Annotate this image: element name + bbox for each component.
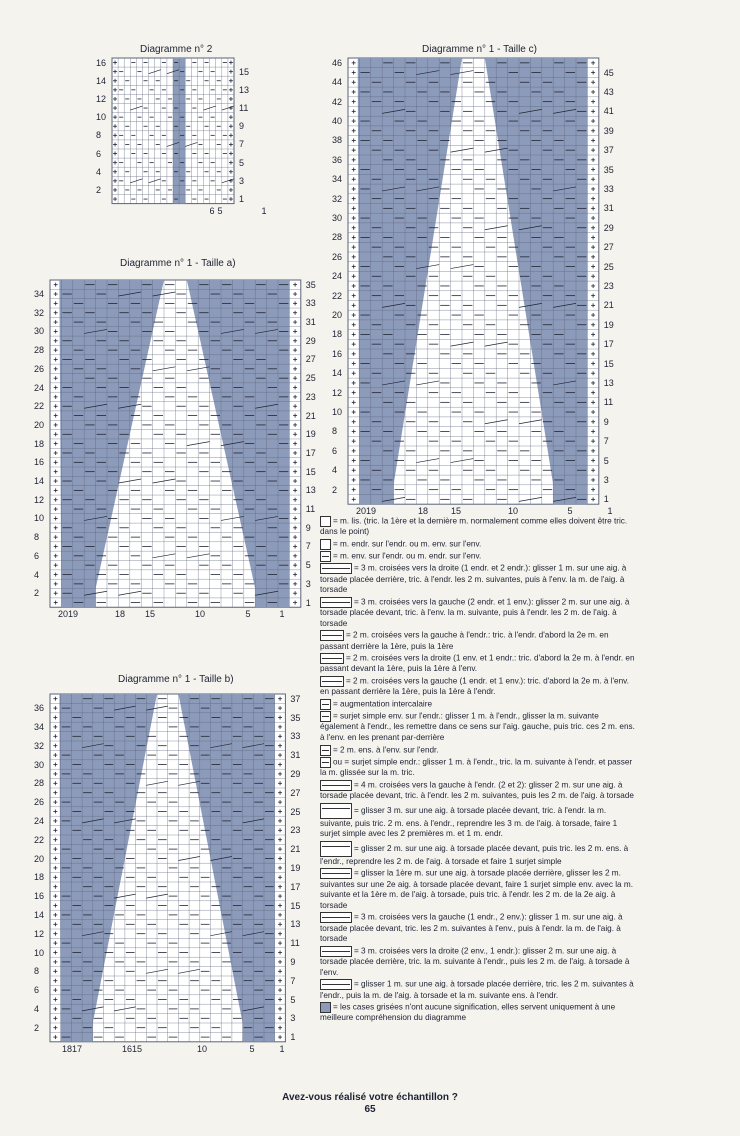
legend-symbol-icon bbox=[320, 757, 331, 768]
legend-item bbox=[320, 676, 638, 698]
legend-symbol-icon bbox=[320, 780, 352, 791]
row-number-left: 18 bbox=[34, 438, 45, 449]
row-number-right: 21 bbox=[603, 300, 614, 311]
row-number-right: 7 bbox=[305, 541, 311, 552]
row-number-right: 33 bbox=[305, 298, 316, 309]
column-number: 1 bbox=[279, 1043, 285, 1054]
row-number-right: 7 bbox=[239, 139, 245, 150]
row-number-left: 10 bbox=[332, 407, 343, 418]
legend-symbol-icon bbox=[320, 979, 352, 990]
row-number-right: 13 bbox=[290, 919, 301, 930]
legend-text: = les cases grisées n'ont aucune signification, elles servent uniquement à une meilleure compréhension du diagramme bbox=[320, 1002, 616, 1023]
legend-text: = 3 m. croisées vers la gauche (1 endr., 2 env.): glisser 1 m. sur une aig. à torsade placée devant, tric. les 2 m. suivantes à l'env., puis à l'endr. la m. de l'aig. à torsade bbox=[320, 913, 623, 944]
row-number-right: 13 bbox=[603, 377, 614, 388]
row-number-left: 22 bbox=[34, 401, 45, 412]
legend-item bbox=[320, 563, 638, 595]
row-number-right: 15 bbox=[603, 358, 614, 369]
column-number: 1 bbox=[607, 506, 613, 517]
legend-symbol-icon bbox=[320, 868, 352, 879]
row-number-left: 4 bbox=[34, 569, 40, 580]
row-number-left: 36 bbox=[332, 154, 343, 165]
row-number-right: 11 bbox=[305, 504, 316, 515]
legend-text: = glisser 2 m. sur une aig. à torsade placée devant, puis tric. les 2 m. ens. à l'endr., reprendre les 2 m. de l'aig. à torsade et faire 1 surjet simple bbox=[320, 843, 629, 866]
row-number-left: 32 bbox=[332, 193, 343, 204]
legend-text: = 4 m. croisées vers la gauche à l'endr. (2 et 2): glisser 2 m. sur une aig. à torsade placée devant, tric. à l'endr. les 2 m. suivantes, puis les 2 m. de l'aig. à torsade bbox=[320, 780, 634, 800]
legend-symbol-icon bbox=[320, 745, 331, 756]
row-number-left: 4 bbox=[96, 166, 102, 177]
row-number-left: 14 bbox=[96, 75, 107, 86]
row-number-left: 18 bbox=[34, 872, 45, 883]
row-number-right: 3 bbox=[239, 175, 245, 186]
row-number-left: 26 bbox=[34, 797, 45, 808]
row-number-right: 3 bbox=[305, 578, 311, 589]
row-number-right: 19 bbox=[603, 319, 614, 330]
legend-symbol-icon bbox=[320, 516, 331, 527]
legend-text: = surjet simple env. sur l'endr.: glisser 1 m. à l'endr., glisser la m. suivante également à l'endr., les remettre dans ce sens sur l'aig. gauche, puis tric. ces 2 m. ens. à l'env. en les prenant par-derrière bbox=[320, 711, 635, 742]
row-number-right: 3 bbox=[290, 1013, 296, 1024]
legend-symbol-icon bbox=[320, 597, 352, 608]
legend-text: = 3 m. croisées vers la gauche (2 endr. et 1 env.): glisser 2 m. sur une aig. à torsade placée devant, tric. à l'env. la m. suivante, puis à l'endr. les 2 m. de l'aig. à torsade bbox=[320, 597, 630, 628]
legend-item bbox=[320, 979, 638, 1001]
row-number-right: 31 bbox=[603, 203, 614, 214]
row-number-right: 11 bbox=[239, 103, 249, 114]
legend-text: ou = surjet simple endr.: glisser 1 m. à l'endr., tric. la m. suivante à l'endr. et passer la m. glissée sur la m. tric. bbox=[320, 757, 633, 778]
row-number-left: 12 bbox=[332, 387, 343, 398]
row-number-left: 6 bbox=[34, 985, 40, 996]
row-number-left: 2 bbox=[34, 1022, 40, 1033]
legend-symbol-icon bbox=[320, 699, 331, 710]
row-number-left: 12 bbox=[34, 494, 45, 505]
row-number-left: 16 bbox=[96, 57, 107, 68]
legend-item bbox=[320, 551, 638, 562]
row-number-left: 18 bbox=[332, 329, 343, 340]
row-number-left: 4 bbox=[332, 465, 338, 476]
legend-symbol-icon bbox=[320, 551, 331, 562]
row-number-right: 33 bbox=[603, 183, 614, 194]
row-number-left: 44 bbox=[332, 77, 343, 88]
row-number-right: 5 bbox=[290, 994, 296, 1005]
legend-text: = 3 m. croisées vers la droite (2 env., 1 endr.): glisser 2 m. sur une aig. à torsade placée derrière, tric. la m. suivante à l'endr., puis les 2 m. de l'aig. à torsade à l'env. bbox=[320, 946, 630, 977]
column-number: 15 bbox=[450, 506, 461, 517]
diagram-1-size-b bbox=[30, 674, 320, 1054]
row-number-right: 11 bbox=[603, 397, 614, 408]
row-number-right: 21 bbox=[305, 410, 316, 421]
row-number-right: 29 bbox=[305, 335, 316, 346]
column-number: 6 bbox=[209, 205, 215, 216]
row-number-right: 31 bbox=[290, 750, 301, 761]
row-number-left: 12 bbox=[34, 928, 45, 939]
row-number-left: 10 bbox=[34, 947, 45, 958]
row-number-right: 9 bbox=[239, 121, 245, 132]
column-number: 15 bbox=[144, 609, 155, 620]
column-number: 1 bbox=[279, 609, 285, 620]
row-number-right: 27 bbox=[603, 242, 614, 253]
diagram-2 bbox=[80, 44, 270, 224]
legend-text: = glisser 3 m. sur une aig. à torsade placée devant, tric. à l'endr. la m. suivante, puis tric. 2 m. ens. à l'endr., reprendre les 3 m. de l'aig. à torsade, faire 1 surjet simple avec les 2 premières m. et 1 m. endr. bbox=[320, 805, 618, 839]
column-number: 10 bbox=[196, 1043, 207, 1054]
row-number-left: 32 bbox=[34, 307, 45, 318]
row-number-right: 39 bbox=[603, 125, 614, 136]
row-number-right: 13 bbox=[305, 485, 316, 496]
row-number-right: 15 bbox=[239, 66, 250, 77]
row-number-right: 29 bbox=[603, 222, 614, 233]
row-number-right: 27 bbox=[290, 787, 301, 798]
legend-text: = 2 m. croisées vers la droite (1 env. et 1 endr.: tric. d'abord la 2e m. à l'endr. en passant devant la 1ère, puis la 1ère à l'env. bbox=[320, 653, 635, 674]
legend-item bbox=[320, 516, 638, 538]
legend-item bbox=[320, 653, 638, 675]
row-number-left: 16 bbox=[34, 891, 45, 902]
column-number: 5 bbox=[249, 1043, 255, 1054]
row-number-right: 37 bbox=[603, 145, 614, 156]
row-number-left: 22 bbox=[34, 834, 45, 845]
page-number: 65 bbox=[364, 1104, 376, 1115]
knitting-grid bbox=[330, 44, 640, 517]
row-number-left: 16 bbox=[34, 457, 45, 468]
legend-text: = 3 m. croisées vers la droite (1 endr. et 2 endr.): glisser 1 m. sur une aig. à torsade placée derrière, tric. à l'endr. les 2 m. suivantes, puis à l'env. la m. de l'aig. à torsade bbox=[320, 564, 627, 595]
row-number-left: 20 bbox=[332, 310, 343, 321]
row-number-left: 6 bbox=[332, 445, 338, 456]
row-number-right: 9 bbox=[603, 416, 609, 427]
row-number-right: 1 bbox=[239, 194, 245, 205]
legend-item bbox=[320, 757, 638, 779]
row-number-right: 5 bbox=[305, 560, 311, 571]
row-number-right: 29 bbox=[290, 768, 301, 779]
row-number-right: 19 bbox=[290, 862, 301, 873]
row-number-left: 30 bbox=[34, 326, 45, 337]
row-number-right: 45 bbox=[603, 67, 614, 78]
column-number: 18 bbox=[114, 609, 125, 620]
row-number-right: 9 bbox=[290, 956, 296, 967]
row-number-right: 15 bbox=[305, 466, 316, 477]
legend-item bbox=[320, 597, 638, 629]
row-number-right: 1 bbox=[603, 494, 609, 505]
footer-question: Avez-vous réalisé votre échantillon ? bbox=[282, 1092, 458, 1103]
row-number-left: 8 bbox=[34, 532, 40, 543]
legend-item bbox=[320, 539, 638, 550]
row-number-right: 15 bbox=[290, 900, 301, 911]
column-number: 1817 bbox=[61, 1043, 83, 1054]
column-number: 10 bbox=[194, 609, 205, 620]
row-number-left: 14 bbox=[34, 476, 45, 487]
legend-item bbox=[320, 946, 638, 978]
row-number-right: 43 bbox=[603, 86, 614, 97]
legend-text: = 2 m. croisées vers la gauche (1 endr. et 1 env.): tric. d'abord la 2e m. à l'env. en passant derrière la 1ère, puis la 1ère à l'endr. bbox=[320, 676, 629, 697]
row-number-left: 34 bbox=[34, 721, 45, 732]
row-number-right: 41 bbox=[603, 106, 614, 117]
row-number-right: 21 bbox=[290, 844, 301, 855]
row-number-left: 28 bbox=[34, 345, 45, 356]
row-number-left: 20 bbox=[34, 419, 45, 430]
row-number-left: 28 bbox=[34, 778, 45, 789]
row-number-left: 14 bbox=[332, 368, 343, 379]
legend-text: = augmentation intercalaire bbox=[333, 699, 432, 709]
row-number-left: 2 bbox=[96, 184, 102, 195]
legend-text: = m. endr. sur l'endr. ou m. env. sur l'env. bbox=[333, 539, 482, 549]
column-number: 1 bbox=[261, 205, 267, 216]
row-number-left: 22 bbox=[332, 290, 343, 301]
legend-text: = m. lis. (tric. la 1ère et la dernière m. normalement comme elles doivent être tric. dans le point) bbox=[320, 516, 628, 537]
row-number-left: 24 bbox=[34, 815, 45, 826]
legend-item bbox=[320, 699, 638, 710]
column-number: 2019 bbox=[355, 506, 377, 517]
row-number-left: 8 bbox=[96, 130, 102, 141]
knitting-grid bbox=[30, 674, 320, 1054]
row-number-left: 10 bbox=[34, 513, 45, 524]
row-number-right: 25 bbox=[305, 373, 316, 384]
knitting-grid bbox=[30, 258, 320, 624]
row-number-left: 6 bbox=[34, 550, 40, 561]
column-number: 18 bbox=[417, 506, 428, 517]
legend-item bbox=[320, 745, 638, 756]
legend-symbol-icon bbox=[320, 841, 352, 857]
legend-item bbox=[320, 630, 638, 652]
row-number-left: 28 bbox=[332, 232, 343, 243]
column-number: 1615 bbox=[121, 1043, 143, 1054]
row-number-left: 24 bbox=[332, 271, 343, 282]
legend-symbol-icon bbox=[320, 563, 352, 574]
legend-symbol-icon bbox=[320, 539, 331, 550]
column-number: 5 bbox=[245, 609, 251, 620]
legend-text: = 2 m. croisées vers la gauche à l'endr.: tric. à l'endr. d'abord la 2e m. en passant derrière la 1ère, puis la 1ère bbox=[320, 630, 609, 651]
legend-symbol-icon bbox=[320, 630, 344, 641]
legend-item bbox=[320, 1002, 638, 1024]
row-number-right: 37 bbox=[290, 693, 301, 704]
column-number: 10 bbox=[507, 506, 518, 517]
row-number-right: 35 bbox=[603, 164, 614, 175]
row-number-left: 26 bbox=[332, 251, 343, 262]
row-number-left: 30 bbox=[332, 213, 343, 224]
legend-text: = m. env. sur l'endr. ou m. endr. sur l'env. bbox=[333, 551, 482, 561]
diagram-1-size-c bbox=[330, 44, 640, 517]
row-number-right: 35 bbox=[290, 712, 301, 723]
row-number-right: 13 bbox=[239, 84, 250, 95]
row-number-right: 1 bbox=[305, 597, 311, 608]
row-number-left: 26 bbox=[34, 363, 45, 374]
row-number-right: 23 bbox=[603, 280, 614, 291]
legend-item bbox=[320, 803, 638, 840]
row-number-right: 17 bbox=[305, 447, 316, 458]
row-number-right: 9 bbox=[305, 522, 311, 533]
row-number-right: 23 bbox=[305, 391, 316, 402]
row-number-left: 12 bbox=[96, 93, 107, 104]
row-number-right: 17 bbox=[290, 881, 301, 892]
row-number-right: 19 bbox=[305, 429, 316, 440]
legend-text: = glisser la 1ère m. sur une aig. à torsade placée derrière, glisser les 2 m. suivantes sur une 2e aig. à torsade placée devant, faire 1 surjet simple env. avec la m. suivante et la 1ère m. de l'aig. à torsade, puis tric. à l'endr. les 2 m. de la 2e aig. à torsade bbox=[320, 869, 633, 910]
legend-item bbox=[320, 868, 638, 911]
row-number-left: 30 bbox=[34, 759, 45, 770]
legend-symbol-icon bbox=[320, 1002, 331, 1013]
legend-symbol-icon bbox=[320, 912, 352, 923]
row-number-left: 4 bbox=[34, 1003, 40, 1014]
row-number-left: 6 bbox=[96, 148, 102, 159]
diagram-1-size-a bbox=[30, 258, 320, 624]
legend-item bbox=[320, 711, 638, 743]
symbol-legend bbox=[320, 516, 638, 1025]
row-number-left: 2 bbox=[34, 588, 40, 599]
row-number-left: 42 bbox=[332, 96, 343, 107]
row-number-right: 7 bbox=[290, 975, 296, 986]
legend-text: = glisser 1 m. sur une aig. à torsade placée derrière, tric. les 2 m. suivantes à l'endr., puis la m. de l'aig. à torsade et la m. suivante ens. à l'endr. bbox=[320, 979, 634, 1000]
row-number-left: 8 bbox=[34, 966, 40, 977]
row-number-left: 24 bbox=[34, 382, 45, 393]
row-number-left: 34 bbox=[332, 174, 343, 185]
row-number-right: 11 bbox=[290, 938, 300, 949]
column-number: 5 bbox=[567, 506, 573, 517]
row-number-right: 31 bbox=[305, 317, 316, 328]
legend-symbol-icon bbox=[320, 653, 344, 664]
row-number-right: 27 bbox=[305, 354, 316, 365]
row-number-right: 5 bbox=[603, 455, 609, 466]
row-number-left: 20 bbox=[34, 853, 45, 864]
row-number-left: 34 bbox=[34, 289, 45, 300]
row-number-left: 32 bbox=[34, 740, 45, 751]
row-number-left: 16 bbox=[332, 348, 343, 359]
row-number-left: 8 bbox=[332, 426, 338, 437]
chart-title: Diagramme n° 1 - Taille c) bbox=[422, 44, 537, 55]
chart-title: Diagramme n° 2 bbox=[140, 44, 213, 55]
row-number-left: 14 bbox=[34, 909, 45, 920]
row-number-right: 35 bbox=[305, 279, 316, 290]
row-number-left: 46 bbox=[332, 57, 343, 68]
row-number-right: 1 bbox=[290, 1032, 296, 1043]
row-number-left: 2 bbox=[332, 484, 338, 495]
row-number-right: 33 bbox=[290, 731, 301, 742]
chart-title: Diagramme n° 1 - Taille b) bbox=[118, 674, 234, 685]
legend-symbol-icon bbox=[320, 676, 344, 687]
row-number-right: 7 bbox=[603, 436, 609, 447]
row-number-right: 17 bbox=[603, 339, 614, 350]
legend-symbol-icon bbox=[320, 946, 352, 957]
legend-symbol-icon bbox=[320, 803, 352, 819]
legend-item bbox=[320, 841, 638, 868]
row-number-left: 38 bbox=[332, 135, 343, 146]
legend-text: = 2 m. ens. à l'env. sur l'endr. bbox=[333, 745, 439, 755]
column-number: 5 bbox=[217, 205, 223, 216]
row-number-right: 3 bbox=[603, 474, 609, 485]
row-number-right: 5 bbox=[239, 157, 245, 168]
legend-item bbox=[320, 780, 638, 802]
column-number: 2019 bbox=[57, 609, 79, 620]
row-number-right: 23 bbox=[290, 825, 301, 836]
row-number-left: 36 bbox=[34, 703, 45, 714]
legend-symbol-icon bbox=[320, 711, 331, 722]
row-number-left: 40 bbox=[332, 116, 343, 127]
chart-title: Diagramme n° 1 - Taille a) bbox=[120, 258, 236, 269]
row-number-left: 10 bbox=[96, 112, 107, 123]
legend-item bbox=[320, 912, 638, 944]
row-number-right: 25 bbox=[603, 261, 614, 272]
row-number-right: 25 bbox=[290, 806, 301, 817]
